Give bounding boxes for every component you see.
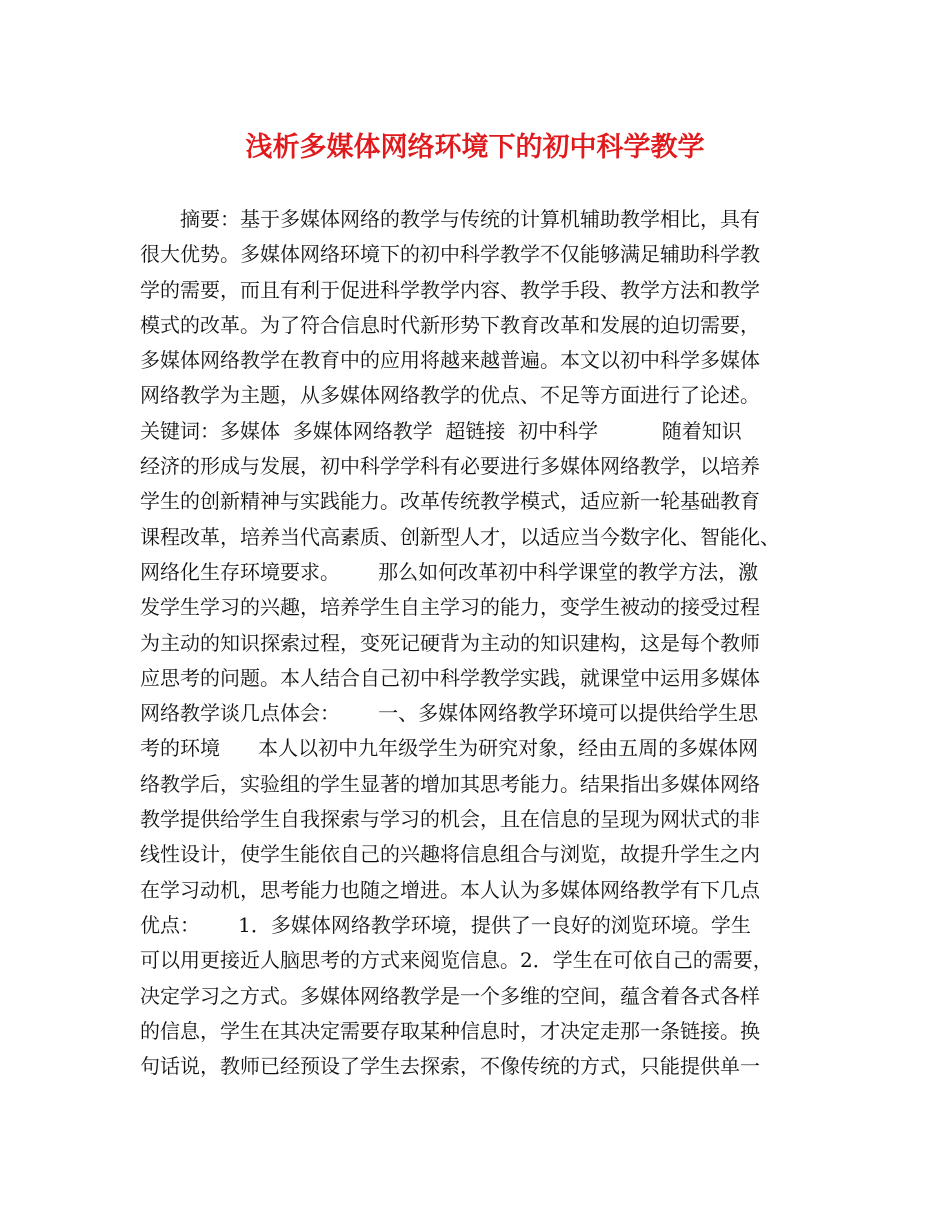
body-line: 关键词：多媒体 多媒体网络教学 超链接 初中科学 随着知识 (140, 418, 742, 443)
body-line: 考的环境 本人以初中九年级学生为研究对象，经由五周的多媒体网 (140, 736, 759, 761)
body-line: 学的需要，而且有利于促进科学教学内容、教学手段、教学方法和教学 (140, 277, 760, 302)
document-title: 浅析多媒体网络环境下的初中科学教学 (245, 132, 705, 163)
body-line: 课程改革，培养当代高素质、创新型人才，以适应当今数字化、智能化、 (140, 524, 780, 549)
body-line: 决定学习之方式。多媒体网络教学是一个多维的空间，蕴含着各式各样 (140, 983, 760, 1008)
body-line: 网络教学谈几点体会： 一、多媒体网络教学环境可以提供给学生思 (140, 701, 759, 726)
body-line: 网络化生存环境要求。 那么如何改革初中科学课堂的教学方法，激 (140, 559, 759, 584)
body-line: 线性设计，使学生能依自己的兴趣将信息组合与浏览，故提升学生之内 (140, 842, 760, 867)
body-line: 经济的形成与发展，初中科学学科有必要进行多媒体网络教学，以培养 (140, 454, 760, 479)
body-line: 句话说，教师已经预设了学生去探索，不像传统的方式，只能提供单一 (140, 1054, 760, 1079)
body-line: 在学习动机，思考能力也随之增进。本人认为多媒体网络教学有下几点 (140, 877, 760, 902)
body-line: 多媒体网络教学在教育中的应用将越来越普遍。本文以初中科学多媒体 (140, 348, 760, 373)
body-line: 发学生学习的兴趣，培养学生自主学习的能力，变学生被动的接受过程 (140, 595, 760, 620)
body-line: 可以用更接近人脑思考的方式来阅览信息。2．学生在可依自己的需要， (140, 948, 773, 973)
body-line: 络教学后，实验组的学生显著的增加其思考能力。结果指出多媒体网络 (140, 771, 760, 796)
body-line: 优点： 1．多媒体网络教学环境，提供了一良好的浏览环境。学生 (140, 912, 751, 937)
body-line: 的信息，学生在其决定需要存取某种信息时，才决定走那一条链接。换 (140, 1018, 760, 1043)
body-line: 学生的创新精神与实践能力。改革传统教学模式，适应新一轮基础教育 (140, 489, 760, 514)
body-line: 教学提供给学生自我探索与学习的机会，且在信息的呈现为网状式的非 (140, 807, 760, 832)
document-body (140, 202, 820, 1084)
body-line: 很大优势。多媒体网络环境下的初中科学教学不仅能够满足辅助科学教 (140, 242, 760, 267)
body-line: 为主动的知识探索过程，变死记硬背为主动的知识建构，这是每个教师 (140, 630, 760, 655)
body-line: 网络教学为主题，从多媒体网络教学的优点、不足等方面进行了论述。 (140, 383, 760, 408)
body-line: 模式的改革。为了符合信息时代新形势下教育改革和发展的迫切需要， (140, 312, 760, 337)
body-line: 摘要：基于多媒体网络的教学与传统的计算机辅助教学相比，具有 (140, 207, 760, 231)
body-line: 应思考的问题。本人结合自己初中科学教学实践，就课堂中运用多媒体 (140, 665, 760, 690)
